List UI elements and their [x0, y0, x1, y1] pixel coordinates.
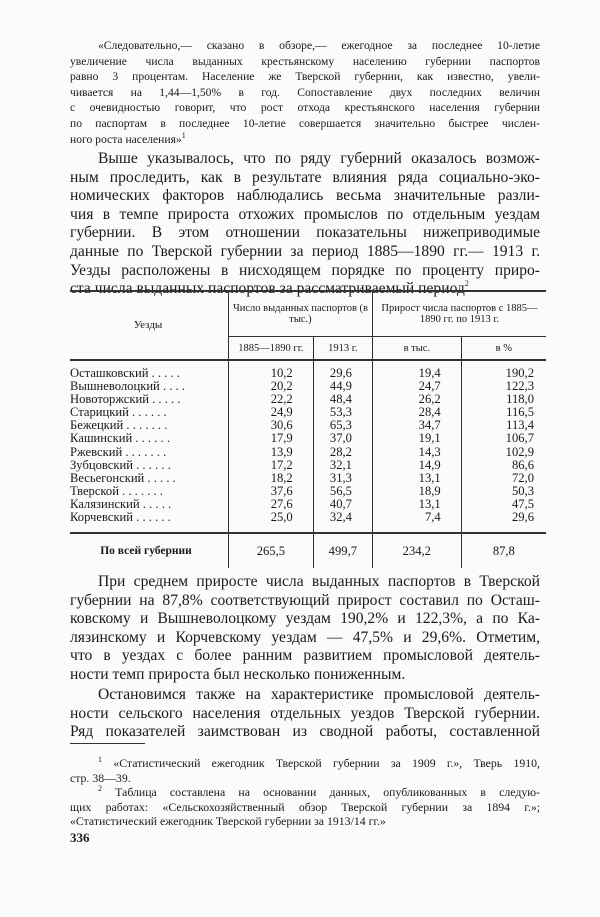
footnote-divider	[70, 743, 145, 744]
table-cell: 19,1	[372, 432, 461, 445]
table-row	[70, 446, 546, 459]
footnote-text: Таблица составлена на основании данных, опубликованных в следую-	[115, 785, 540, 799]
footnote-reference[interactable]: 2	[464, 280, 469, 289]
footnotes	[70, 756, 540, 829]
table-cell: 106,7	[461, 432, 546, 445]
total-label: По всей губернии	[70, 533, 229, 568]
district-name: Калязинский . . . . .	[70, 496, 172, 511]
line-text: данные по Тверской губернии за период 1885—1890 гг.— 1913 г.	[70, 242, 540, 260]
table-cell: 28,4	[372, 406, 461, 419]
column-group-issued: Число выданных паспортов (в тыс.)	[229, 291, 373, 337]
line-text: ста числа выданных паспортов за рассматриваемый период	[70, 280, 465, 298]
text-line	[70, 647, 540, 666]
table-cell: 29,6	[461, 511, 546, 533]
text-line	[70, 54, 540, 70]
text-line	[70, 592, 540, 611]
text-line	[70, 686, 540, 705]
text-line	[70, 610, 540, 629]
table-cell: 29,6	[313, 360, 372, 380]
footnote-mark: 1	[98, 756, 102, 764]
text-line	[70, 573, 540, 592]
district-name: Весьегонский . . . . .	[70, 470, 176, 485]
text-line	[70, 132, 540, 148]
line-text: что в уездах с более ранним развитием промысловой деятель-	[70, 647, 540, 665]
text-line	[70, 116, 540, 132]
table-row	[70, 360, 546, 380]
line-text: ковскому и Вышневолоцкому уездам 190,2% и 122,3%, а по Ка-	[70, 610, 540, 628]
table-cell: 113,4	[461, 419, 546, 432]
line-text: ного роста населения»	[70, 132, 182, 146]
table-cell: 37,6	[229, 485, 314, 498]
table-total-row	[70, 533, 546, 568]
district-name: Зубцовский . . . . . .	[70, 457, 171, 472]
table-cell: 17,9	[229, 432, 314, 445]
table-cell: 24,9	[229, 406, 314, 419]
table-cell: 53,3	[313, 406, 372, 419]
table-cell: 14,9	[372, 459, 461, 472]
table-cell: 122,3	[461, 380, 546, 393]
district-name: Бежецкий . . . . . . .	[70, 418, 168, 433]
table-cell: 190,2	[461, 360, 546, 380]
text-line	[70, 100, 540, 116]
footnote-line	[70, 785, 540, 800]
table-row	[70, 472, 546, 485]
total-cell: 499,7	[313, 533, 372, 568]
subheader-percent: в %	[461, 337, 546, 361]
table-cell: 37,0	[313, 432, 372, 445]
line-text: ности сельского населения отдельных уездов Тверской губернии.	[70, 704, 540, 722]
line-text: «Следовательно,— сказано в обзоре,— ежегодное за последнее 10-летие	[98, 39, 540, 52]
line-text: номических факторов наблюдались весьма значительные разли-	[70, 187, 540, 205]
table-cell: 13,1	[372, 498, 461, 511]
total-cell: 265,5	[229, 533, 314, 568]
table-cell: 31,3	[313, 472, 372, 485]
line-text: чивается на 1,44—1,50% в год. Сопоставление двух последних величин	[70, 85, 540, 99]
text-line	[70, 705, 540, 724]
footnote-text: «Статистический ежегодник Тверской губернии за 1909 г.», Тверь 1910,	[113, 756, 540, 770]
text-line	[70, 666, 540, 685]
total-cell: 234,2	[372, 533, 461, 568]
table-cell: 118,0	[461, 393, 546, 406]
text-line	[70, 262, 540, 281]
line-text: равно 3 процентам. Население же Тверской губернии, как известно, увели-	[70, 70, 540, 84]
district-name: Тверской . . . . . . .	[70, 483, 164, 498]
text-line	[70, 187, 540, 206]
subheader-1913: 1913 г.	[313, 337, 372, 361]
table-cell: 14,3	[372, 446, 461, 459]
footnote-text: стр. 38—39.	[70, 770, 131, 785]
line-text: лязинскому и Корчевскому уездам — 47,5% и 29,6%. Отметим,	[70, 628, 540, 646]
table-row	[70, 511, 546, 533]
table-cell: 34,7	[372, 419, 461, 432]
line-text: с очевидностью говорит, что рост отхода крестьянского населения губернии	[70, 101, 540, 115]
district-name: Новоторжский . . . . .	[70, 392, 181, 407]
table-cell: 26,2	[372, 393, 461, 406]
table-cell: 65,3	[313, 419, 372, 432]
table-cell: 25,0	[229, 511, 314, 533]
subheader-thousands: в тыс.	[372, 337, 461, 361]
footnote-mark: 2	[98, 785, 102, 793]
subheader-1885: 1885—1890 гг.	[229, 337, 314, 361]
paragraph-next	[70, 686, 540, 742]
table-row	[70, 432, 546, 445]
line-text: При среднем приросте числа выданных паспортов в Тверской	[98, 573, 540, 590]
text-line	[70, 69, 540, 85]
table-cell: 27,6	[229, 498, 314, 511]
district-name: Кашинский . . . . . .	[70, 431, 170, 446]
table-cell: 32,4	[313, 511, 372, 533]
text-line	[70, 169, 540, 188]
table-row	[70, 459, 546, 472]
footnote-line	[70, 800, 540, 815]
footnote-line	[70, 814, 540, 829]
table-cell: 32,1	[313, 459, 372, 472]
table-cell: 30,6	[229, 419, 314, 432]
table-cell: 40,7	[313, 498, 372, 511]
quote-block	[70, 38, 540, 147]
line-text: ности темп прироста был несколько пониженным.	[70, 665, 406, 683]
line-text: ным проследить, как в результате влияния ряда социально-эко-	[70, 168, 540, 186]
line-text: Уезды расположены в нисходящем порядке по проценту приро-	[70, 261, 540, 279]
column-header-district: Уезды	[70, 291, 229, 360]
table-cell: 86,6	[461, 459, 546, 472]
text-line	[70, 206, 540, 225]
district-name: Корчевский . . . . . .	[70, 510, 171, 525]
column-group-growth: Прирост числа паспортов с 1885—1890 гг. по 1913 г.	[372, 291, 546, 337]
line-text: увеличение числа выданных крестьянскому населению губернии паспортов	[70, 54, 540, 68]
table-cell: 56,5	[313, 485, 372, 498]
text-line	[70, 723, 540, 742]
table-cell: 48,4	[313, 393, 372, 406]
table-cell: 13,1	[372, 472, 461, 485]
line-text: чия в темпе прироста отхожих промыслов по отдельным уездам	[70, 205, 540, 223]
table-row	[70, 485, 546, 498]
district-name: Ржевский . . . . . . .	[70, 444, 167, 459]
district-name: Вышневолоцкий . . . .	[70, 379, 185, 394]
text-line	[70, 224, 540, 243]
line-text: Остановимся также на характеристике промысловой деятель-	[98, 686, 540, 703]
footnote-text: «Статистический ежегодник Тверской губернии за 1913/14 гг.»	[70, 814, 386, 828]
table-cell: 7,4	[372, 511, 461, 533]
table-cell: 24,7	[372, 380, 461, 393]
footnote-text: щих работах: «Сельскохозяйственный обзор Тверской губернии за 1894 г.»;	[70, 799, 540, 814]
text-line	[70, 629, 540, 648]
page-number: 336	[70, 830, 90, 845]
table-cell: 116,5	[461, 406, 546, 419]
table-cell: 22,2	[229, 393, 314, 406]
line-text: губернии на 87,8% соответствующий прирост составил по Осташ-	[70, 591, 540, 609]
text-line	[70, 38, 540, 54]
table-cell: 20,2	[229, 380, 314, 393]
line-text: Выше указывалось, что по ряду губерний оказалось возмож-	[98, 150, 540, 167]
district-name: Старицкий . . . . . .	[70, 405, 167, 420]
text-line	[70, 243, 540, 262]
table-cell: 50,3	[461, 485, 546, 498]
text-line	[70, 85, 540, 101]
text-line	[70, 150, 540, 169]
table-cell: 18,2	[229, 472, 314, 485]
table-cell: 44,9	[313, 380, 372, 393]
table-cell: 47,5	[461, 498, 546, 511]
table-header-row	[70, 291, 546, 337]
table-cell: 10,2	[229, 360, 314, 380]
table-cell: 19,4	[372, 360, 461, 380]
footnote-line	[70, 771, 540, 786]
paragraph-analysis	[70, 573, 540, 685]
line-text: губернии. В этом отношении показательны нижеприводимые	[70, 224, 540, 242]
table-cell: 13,9	[229, 446, 314, 459]
table-cell: 18,9	[372, 485, 461, 498]
table-cell: 17,2	[229, 459, 314, 472]
footnote-line	[70, 756, 540, 771]
total-cell: 87,8	[461, 533, 546, 568]
paragraph-intro	[70, 150, 540, 299]
table-cell: 72,0	[461, 472, 546, 485]
table-cell: 102,9	[461, 446, 546, 459]
table-cell: 28,2	[313, 446, 372, 459]
passports-table	[70, 290, 546, 568]
footnote-reference[interactable]: 1	[181, 131, 186, 140]
district-name: Осташковский . . . . .	[70, 366, 180, 380]
line-text: по паспортам в последнее 10-летие совершается значительно быстрее числен-	[70, 116, 540, 130]
line-text: Ряд показателей заимствован из сводной работы, составленной	[70, 723, 540, 741]
